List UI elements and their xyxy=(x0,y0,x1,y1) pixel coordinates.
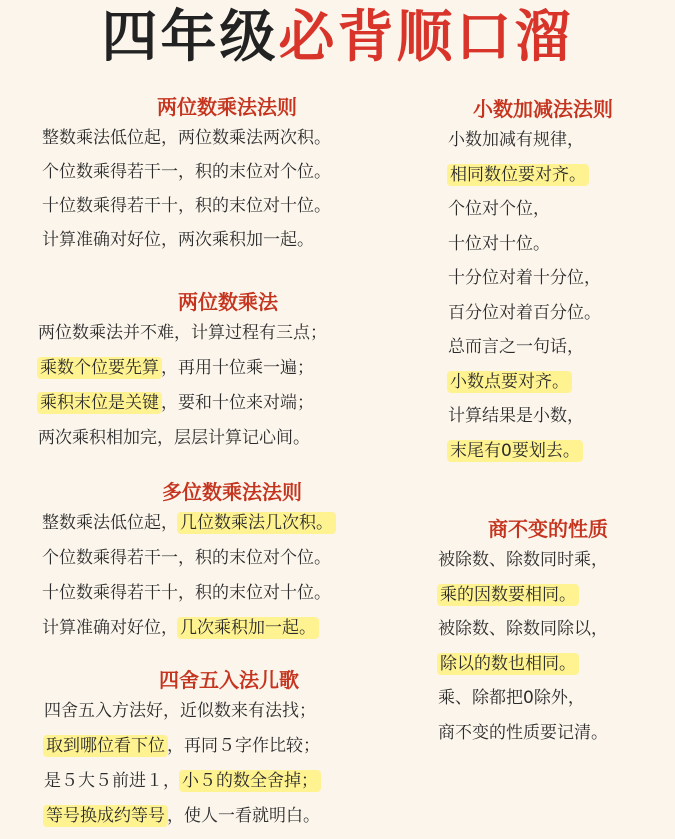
verse-line xyxy=(448,227,638,262)
verse-line xyxy=(448,330,638,365)
line-text: 两位数乘法并不难，计算过程有三点； xyxy=(38,323,327,343)
verse-line xyxy=(448,399,638,434)
page-title xyxy=(0,2,675,74)
highlighted-text: 乘的因数要相同。 xyxy=(440,584,576,605)
section-decimal-addition-subtraction xyxy=(448,95,638,468)
line-text: 整数乘法低位起，两位数乘法两次积。 xyxy=(42,128,331,148)
verse-line xyxy=(42,506,422,541)
section-title: 四舍五入法儿歌 xyxy=(159,668,299,692)
line-text: ，再同５字作比较； xyxy=(167,736,320,756)
verse-line xyxy=(38,316,418,351)
section-quotient-invariance xyxy=(438,515,658,750)
verse-line xyxy=(42,541,422,576)
highlighted-text: 末尾有0要划去。 xyxy=(450,440,580,461)
verse-line xyxy=(448,434,638,469)
verse-line xyxy=(438,647,658,682)
highlighted-text: 乘积末位是关键 xyxy=(40,393,159,413)
line-text: 个位数乘得若干一，积的末位对个位。 xyxy=(42,162,331,182)
verse-line xyxy=(448,158,638,193)
verse-line xyxy=(38,421,418,456)
line-text: 被除数、除数同除以， xyxy=(438,619,608,639)
section-title: 多位数乘法法则 xyxy=(162,480,302,504)
verse-line xyxy=(38,351,418,386)
verse-line xyxy=(44,799,414,834)
line-text: 计算准确对好位， xyxy=(42,618,178,638)
highlighted-text: 几位数乘法几次积。 xyxy=(180,513,333,533)
section-rounding-song xyxy=(44,666,414,834)
highlighted-text: 相同数位要对齐。 xyxy=(450,164,586,185)
verse-line xyxy=(44,694,414,729)
line-text: 总而言之一句话， xyxy=(448,337,584,357)
line-text: 两次乘积相加完，层层计算记心间。 xyxy=(38,428,310,448)
highlighted-text: 乘数个位要先算 xyxy=(40,358,159,378)
line-text: 计算结果是小数， xyxy=(448,406,584,426)
verse-line xyxy=(448,261,638,296)
verse-line xyxy=(438,612,658,647)
line-text: ，要和十位来对端； xyxy=(161,393,314,413)
verse-line xyxy=(448,123,638,158)
line-text: 百分位对着百分位。 xyxy=(448,302,601,323)
verse-line xyxy=(438,716,658,751)
highlighted-text: 等号换成约等号 xyxy=(46,806,165,826)
section-multi-digit-multiplication-rules xyxy=(42,478,422,646)
highlighted-text: 几次乘积加一起。 xyxy=(180,618,316,638)
line-text: 商不变的性质要记清。 xyxy=(438,722,608,743)
section-title: 两位数乘法法则 xyxy=(157,95,297,119)
line-text: 十位数乘得若干十，积的末位对十位。 xyxy=(42,196,331,216)
verse-line xyxy=(438,543,658,578)
verse-line xyxy=(448,296,638,331)
verse-line xyxy=(42,223,412,257)
verse-line xyxy=(38,386,418,421)
line-text: ，使人一看就明白。 xyxy=(167,806,320,826)
highlighted-text: 小５的数全舍掉； xyxy=(182,771,318,791)
line-text: 是５大５前进１， xyxy=(44,771,180,791)
line-text: 被除数、除数同时乘， xyxy=(438,550,608,570)
line-text: 十分位对着十分位， xyxy=(448,268,601,288)
verse-line xyxy=(438,681,658,716)
line-text: ，再用十位乘一遍； xyxy=(161,358,314,378)
line-text: 四舍五入方法好，近似数来有法找； xyxy=(44,701,316,721)
highlighted-text: 小数点要对齐。 xyxy=(450,371,569,392)
line-text: 十位对十位。 xyxy=(448,233,550,254)
verse-line xyxy=(448,365,638,400)
verse-line xyxy=(42,155,412,189)
line-text: 个位对个位， xyxy=(448,199,550,219)
verse-line xyxy=(42,121,412,155)
section-title: 小数加减法法则 xyxy=(473,97,613,121)
section-two-digit-multiplication-rules xyxy=(42,93,412,257)
line-text: 十位数乘得若干十，积的末位对十位。 xyxy=(42,583,331,603)
verse-line xyxy=(42,611,422,646)
line-text: 计算准确对好位，两次乘积加一起。 xyxy=(42,230,314,250)
title-black: 四年级 xyxy=(101,5,279,70)
line-text: 整数乘法低位起， xyxy=(42,513,178,533)
highlighted-text: 除以的数也相同。 xyxy=(440,653,576,674)
verse-line xyxy=(44,764,414,799)
section-title: 商不变的性质 xyxy=(488,517,608,541)
line-text: 小数加减有规律， xyxy=(448,130,584,150)
line-text: 乘、除都把0除外， xyxy=(438,688,585,708)
verse-line xyxy=(42,576,422,611)
section-title: 两位数乘法 xyxy=(178,290,278,314)
line-text: 个位数乘得若干一，积的末位对个位。 xyxy=(42,548,331,568)
verse-line xyxy=(448,192,638,227)
title-red: 必背顺口溜 xyxy=(278,5,574,70)
verse-line xyxy=(438,578,658,613)
highlighted-text: 取到哪位看下位 xyxy=(46,736,165,756)
verse-line xyxy=(42,189,412,223)
section-two-digit-multiplication xyxy=(38,288,418,456)
verse-line xyxy=(44,729,414,764)
